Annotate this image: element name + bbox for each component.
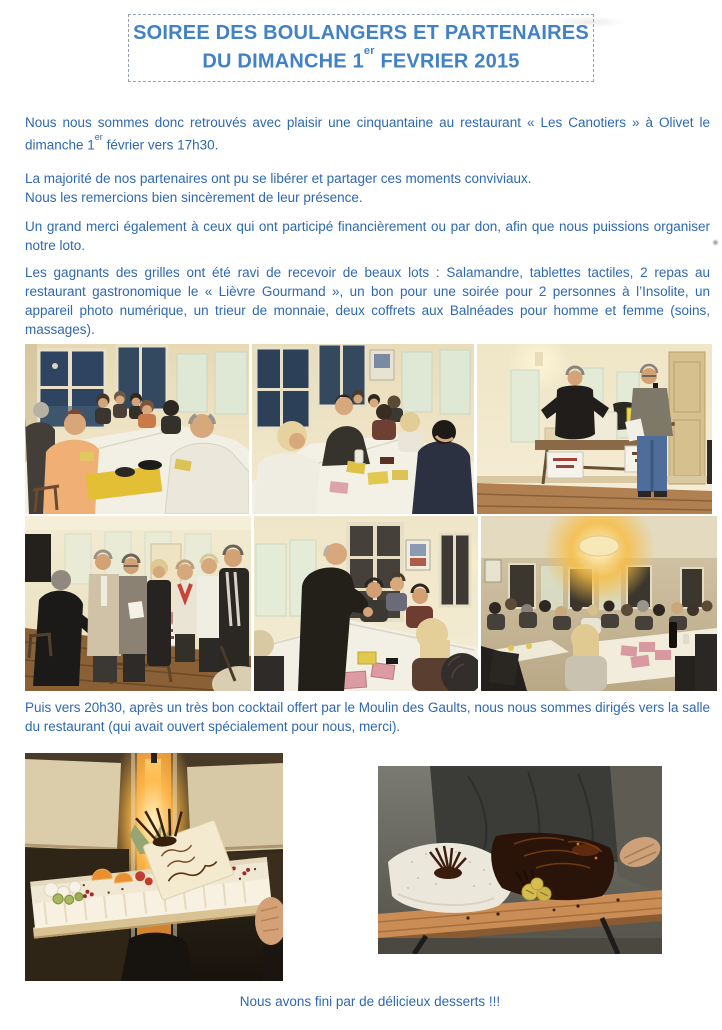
thanks-line2: Nous les remercions bien sincèrement de leur présence.: [25, 190, 363, 206]
title-box: [128, 14, 594, 82]
photo-row-2: [25, 516, 717, 691]
page-title-line1: SOIREE DES BOULANGERS ET PARTENAIRES: [133, 22, 589, 44]
page-content: [0, 113, 722, 1012]
intro-ordinal: er: [94, 131, 103, 142]
thanks-line1: La majorité de nos partenaires ont pu se libérer et partager ces moments conviviaux.: [25, 171, 532, 187]
photo-loto-table-left: [25, 344, 249, 514]
paragraph-thanks: [25, 169, 710, 207]
title-line2-pre: DU DIMANCHE 1: [202, 50, 364, 73]
scanned-newsletter-page: [0, 14, 722, 1030]
paragraph-cocktail: Puis vers 20h30, après un très bon cocktail offert par le Moulin des Gaults, nous nous sommes dirigés vers la salle du restaurant (qui avait ouvert spécialement pour nous, merci).: [25, 700, 710, 735]
paragraph-merci: Un grand merci également à ceux qui ont participé financièrement ou par don, afin que nous puissions organiser notre loto.: [25, 219, 710, 254]
photo-organizer-table: [254, 516, 478, 691]
photo-speaker-mic: [477, 344, 712, 514]
closing-line: Nous avons fini par de délicieux desserts !!!: [239, 994, 501, 1010]
intro-post: février vers 17h30.: [102, 137, 219, 153]
photo-room-overview: [481, 516, 717, 691]
page-title-line2: [129, 45, 593, 74]
paragraph-intro: [25, 113, 710, 155]
title-ordinal: er: [363, 45, 375, 57]
photo-row-1: [25, 344, 717, 514]
photo-chocolate-dessert: [378, 766, 662, 954]
dessert-photos: [25, 749, 710, 983]
intro-pre: Nous nous sommes donc retrouvés avec plaisir une cinquantaine au restaurant « Les Canotiers » à Olivet le dimanche 1: [25, 114, 710, 153]
paragraph-lots: Les gagnants des grilles ont été ravi de recevoir de beaux lots : Salamandre, tablettes tactiles, 2 repas au restaurant gastronomique le « Lièvre Gourmand », un bon pour une soirée pour 2 personnes à l’Insolite, un appareil photo numérique, un trieur de monnaie, deux coffrets aux Balnéades pour homme et femme (soins, massages).: [25, 265, 710, 338]
photo-loto-table-middle: [252, 344, 474, 514]
photo-standing-group: [25, 516, 251, 691]
photo-fruit-cake: [25, 753, 283, 981]
title-line2-post: FEVRIER 2015: [374, 50, 520, 73]
